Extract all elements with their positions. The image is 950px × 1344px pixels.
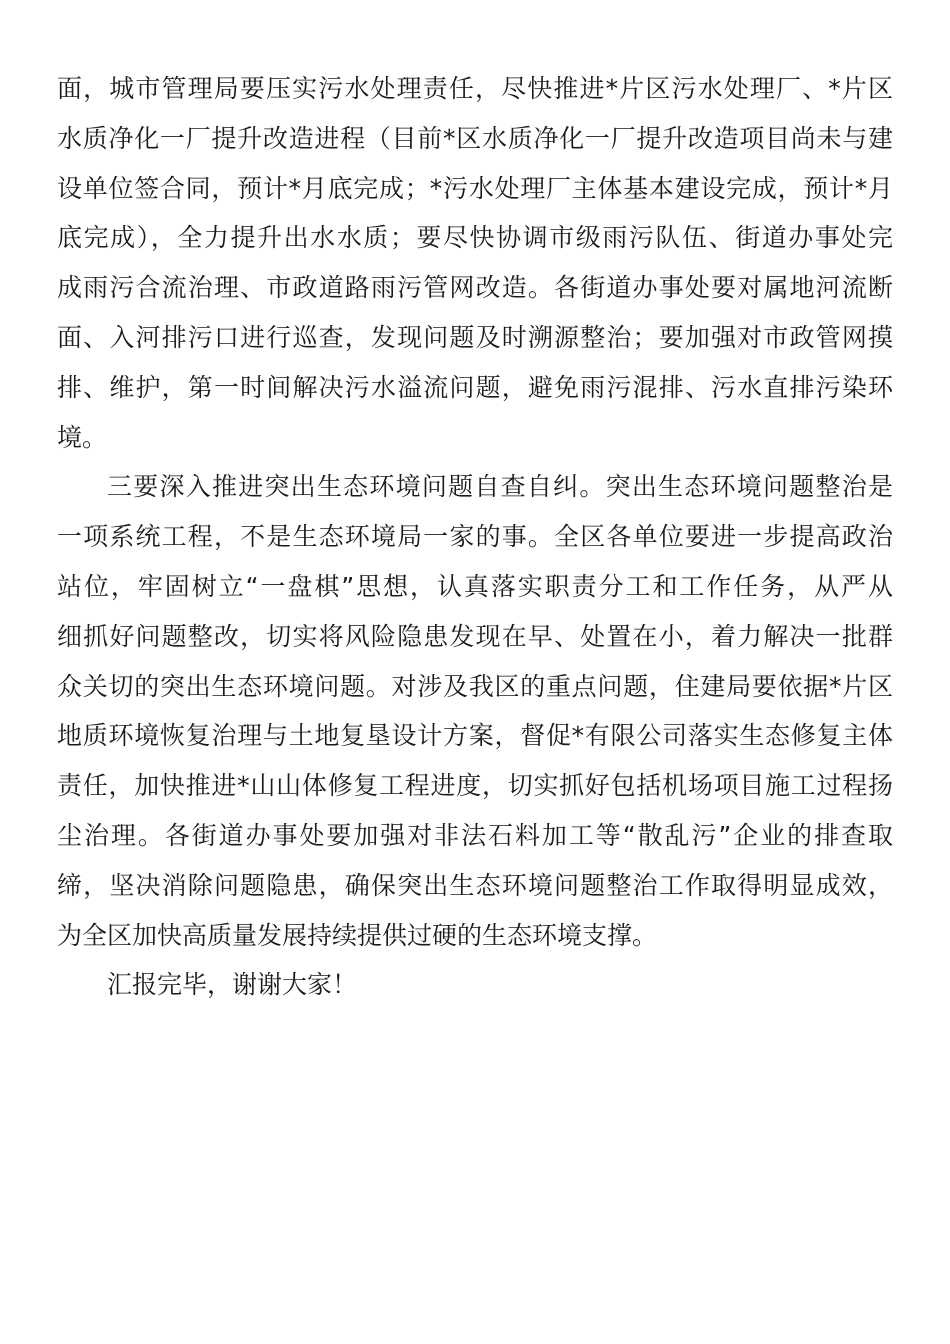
text-line: 尘治理。各街道办事处要加强对非法石料加工等“散乱污”企业的排查取 — [57, 820, 893, 850]
closing-line: 汇报完毕，谢谢大家！ — [107, 970, 358, 1000]
text-line: 站位，牢固树立“一盘棋”思想，认真落实职责分工和工作任务，从严从 — [57, 571, 893, 601]
paragraph-sewage-treatment — [57, 64, 893, 462]
paragraph-closing — [57, 960, 893, 1010]
text-line: 底完成），全力提升出水水质；要尽快协调市级雨污队伍、街道办事处完 — [57, 223, 893, 253]
text-line: 面、入河排污口进行巡查，发现问题及时溯源整治；要加强对市政管网摸 — [57, 322, 893, 352]
text-line: 设单位签合同，预计*月底完成；*污水处理厂主体基本建设完成，预计*月 — [57, 173, 893, 203]
paragraph-third-requirement — [57, 462, 893, 960]
text-line: 成雨污合流治理、市政道路雨污管网改造。各街道办事处要对属地河流断 — [57, 273, 893, 303]
text-line: 水质净化一厂提升改造进程（目前*区水质净化一厂提升改造项目尚未与建 — [57, 123, 893, 153]
text-line: 细抓好问题整改，切实将风险隐患发现在早、处置在小，着力解决一批群 — [57, 621, 893, 651]
text-line: 三要深入推进突出生态环境问题自查自纠。突出生态环境问题整治是 — [107, 472, 893, 502]
text-line: 为全区加快高质量发展持续提供过硬的生态环境支撑。 — [57, 920, 658, 950]
document-body — [57, 64, 893, 1010]
text-line: 排、维护，第一时间解决污水溢流问题，避免雨污混排、污水直排污染环 — [57, 372, 893, 402]
text-line: 面，城市管理局要压实污水处理责任，尽快推进*片区污水处理厂、*片区 — [57, 74, 893, 103]
text-line: 地质环境恢复治理与土地复垦设计方案，督促*有限公司落实生态修复主体 — [57, 721, 893, 751]
text-line: 境。 — [57, 422, 108, 452]
text-line: 责任，加快推进*山山体修复工程进度，切实抓好包括机场项目施工过程扬 — [57, 771, 893, 801]
text-line: 缔，坚决消除问题隐患，确保突出生态环境问题整治工作取得明显成效， — [57, 870, 893, 900]
text-line: 一项系统工程，不是生态环境局一家的事。全区各单位要进一步提高政治 — [57, 522, 893, 552]
text-line: 众关切的突出生态环境问题。对涉及我区的重点问题，住建局要依据*片区 — [57, 671, 893, 701]
